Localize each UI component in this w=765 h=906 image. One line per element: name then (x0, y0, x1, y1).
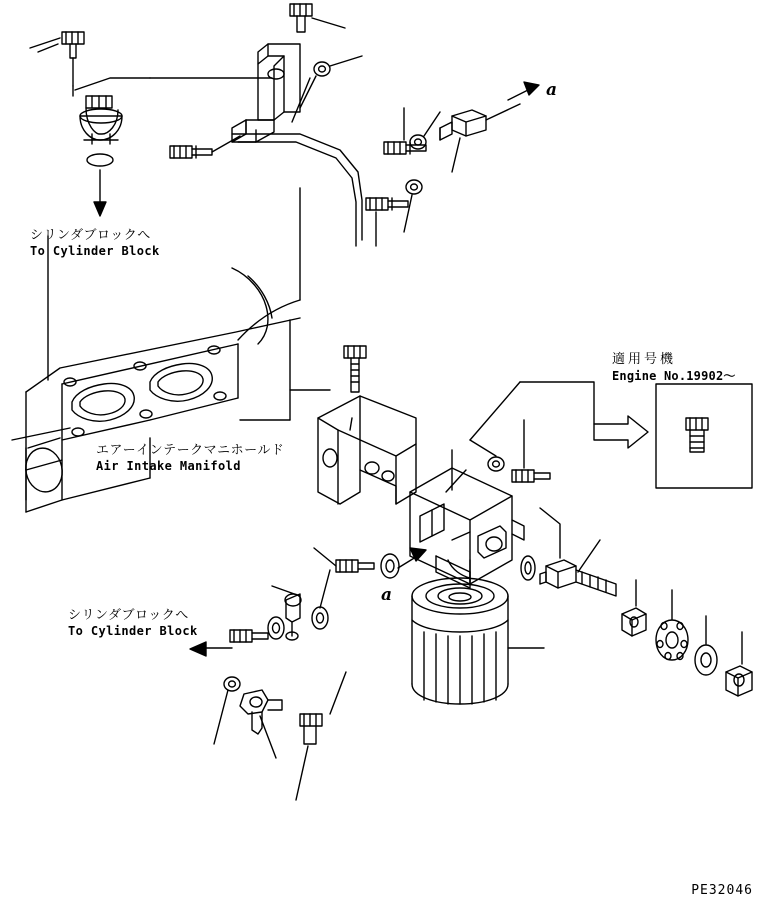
engine-note-en: Engine No.19902〜 (612, 369, 736, 383)
leader-nut-bottom (452, 138, 460, 172)
pressure-switch (73, 86, 122, 144)
leader-bolt-top-left (30, 38, 60, 48)
leader-washer-center-right (470, 440, 496, 456)
leader-bracket-body (300, 76, 316, 108)
washer-right-1 (622, 608, 646, 636)
eye-bolt-lower (240, 690, 282, 734)
leader-center-stud (540, 508, 560, 558)
label-jp: シリンダブロックへ (30, 228, 151, 243)
manifold-port-gasket-2 (150, 364, 212, 402)
bolt-right-upper (384, 142, 426, 154)
label-en: To Cylinder Block (68, 624, 198, 639)
leader-bolt-lower-center-2 (330, 672, 346, 714)
leader-bolt-lower-center (296, 746, 308, 800)
washer-right-2 (656, 620, 688, 660)
arrow-to-cylinder-block-upper (94, 170, 106, 216)
leader-banjo-bolt-left (314, 548, 336, 566)
label-jp: シリンダブロックへ (68, 608, 189, 623)
pipe-descend (232, 134, 362, 240)
bolt-in-note-box (686, 418, 708, 452)
drawing-part-number: PE32046 (691, 883, 753, 898)
washer-bracket (314, 62, 330, 76)
arrow-callout-a-top (508, 82, 539, 100)
callout-a-mid: a (381, 585, 393, 605)
label-to-cylinder-block-upper (30, 228, 160, 259)
note-box-arrow (594, 416, 648, 448)
leader-eye-bolt (260, 716, 276, 758)
filter-head-bracket (318, 396, 416, 504)
bolt-right-lower (366, 198, 408, 210)
fuel-filter-cartridge (412, 578, 508, 704)
leader-nut-top-right (486, 104, 520, 120)
label-en: Air Intake Manifold (96, 459, 241, 474)
leader-banjo-lower (272, 586, 300, 596)
washer-filter-left (381, 554, 399, 578)
manifold-port-gasket-1 (72, 384, 134, 422)
engine-note-box (656, 384, 752, 488)
washer-center-right (488, 457, 504, 471)
bolt-center-bracket (344, 346, 366, 392)
banjo-bolt-left (336, 560, 374, 572)
washer-eye-bolt (224, 677, 240, 691)
bolt-bracket-side (170, 146, 212, 158)
washer-right-lower (406, 180, 422, 194)
label-jp: エアーインテークマニホールド (96, 443, 285, 458)
callout-a-top: a (546, 80, 558, 100)
air-intake-manifold-body (22, 318, 300, 512)
leader-washer-bracket (330, 56, 362, 66)
center-stud (540, 560, 616, 596)
leader-stud-2 (578, 540, 600, 572)
arrow-callout-a-mid (398, 548, 426, 568)
leader-washer-eye-bolt (214, 690, 228, 744)
leader-washer-right-upper (424, 112, 440, 136)
bolt-lower-left (230, 630, 268, 642)
leader-washer-banjo-lower (320, 570, 330, 608)
bolt-center-right (512, 470, 550, 482)
top-bracket (232, 44, 300, 142)
washer-banjo-lower (312, 607, 328, 629)
leader-bolt-bracket-side (212, 136, 240, 152)
label-en: To Cylinder Block (30, 244, 160, 259)
washer-right-3 (695, 645, 717, 675)
bolt-top-left (62, 32, 84, 86)
label-air-intake-manifold (96, 443, 284, 474)
bolt-bracket-top (290, 4, 312, 32)
arrow-to-cylinder-block-lower (190, 642, 232, 656)
label-to-cylinder-block-lower (68, 608, 198, 639)
washer-right-upper (410, 135, 426, 149)
bolt-lower-center (300, 714, 322, 744)
engine-number-note (612, 348, 736, 384)
leader-note-region (520, 382, 594, 424)
seal-washer-left (87, 154, 113, 166)
manifold-contour-2 (232, 268, 268, 344)
washer-lower-left (268, 617, 284, 639)
sealing-ring-right (521, 556, 535, 580)
engine-note-jp: 適用号機 (612, 352, 677, 367)
leader-filter-head (446, 470, 466, 492)
nut-right (726, 666, 752, 696)
leader-bolt-bracket-top (312, 18, 345, 28)
manifold-holes (64, 346, 226, 436)
nut-top-right (440, 110, 486, 140)
banjo-fitting-lower (285, 594, 301, 640)
fuel-filter-head (410, 468, 524, 588)
